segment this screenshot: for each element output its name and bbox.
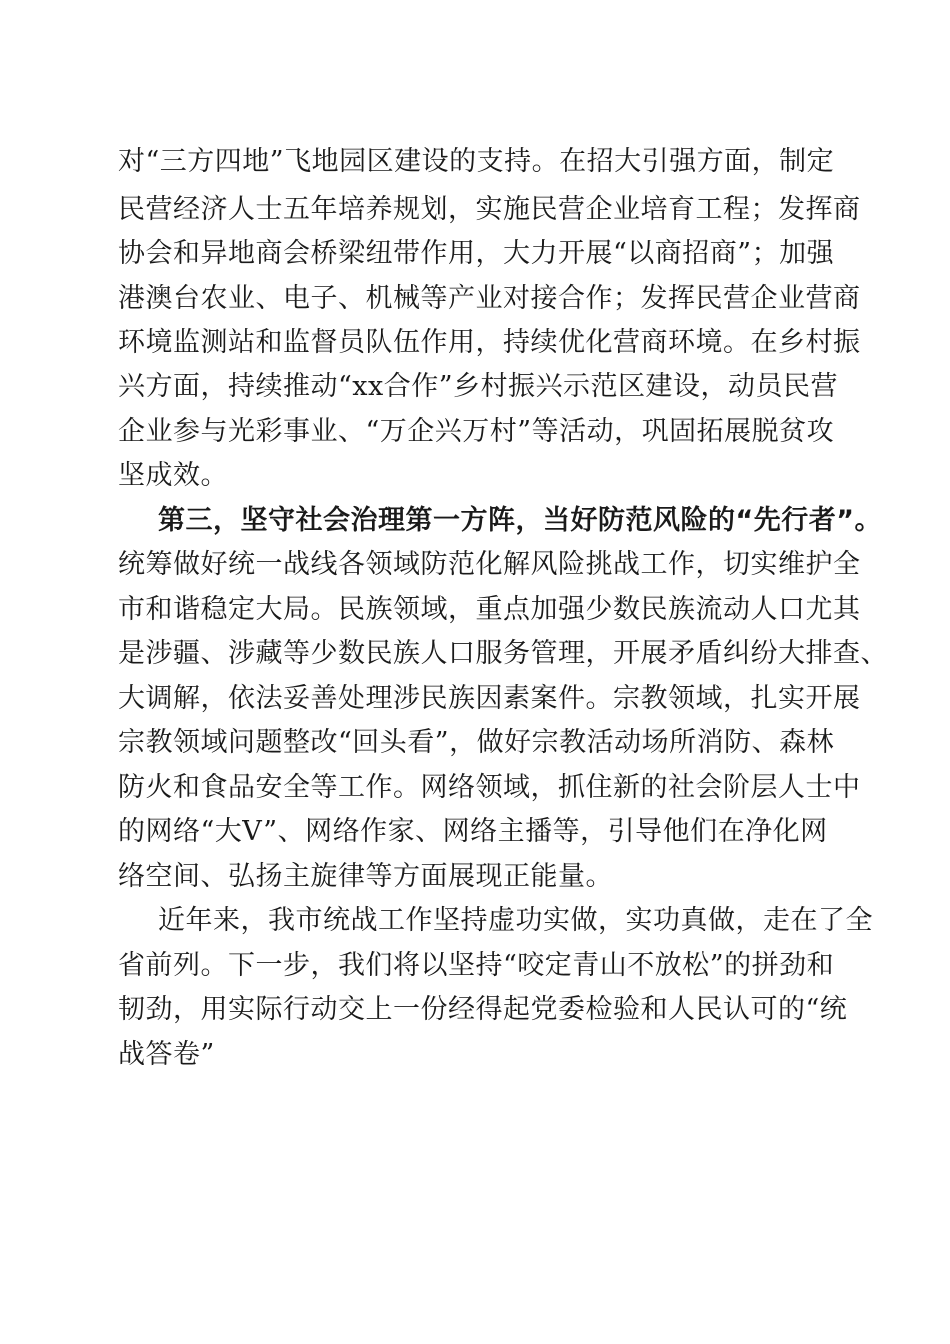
text-line: 战答卷” — [118, 1039, 215, 1070]
text-line: 坚成效。 — [118, 460, 228, 491]
text-line: 宗教领域问题整改“回头看”，做好宗教活动场所消防、森林 — [118, 727, 835, 758]
text-line: 企业参与光彩事业、“万企兴万村”等活动，巩固拓展脱贫攻 — [118, 416, 835, 447]
text-line: 大调解，依法妥善处理涉民族因素案件。宗教领域，扎实开展 — [118, 683, 861, 714]
text-line: 的网络“大V”、网络作家、网络主播等，引导他们在净化网 — [118, 816, 828, 847]
text-line: 协会和异地商会桥梁纽带作用，大力开展“以商招商”；加强 — [118, 238, 835, 269]
text-line: 对“三方四地”飞地园区建设的支持。在招大引强方面，制定 — [118, 146, 835, 177]
text-line: 兴方面，持续推动“xx合作”乡村振兴示范区建设，动员民营 — [118, 371, 839, 402]
text-line: 防火和食品安全等工作。网络领域，抓住新的社会阶层人士中 — [118, 772, 861, 803]
text-line: 环境监测站和监督员队伍作用，持续优化营商环境。在乡村振 — [118, 327, 861, 358]
text-line: 是涉疆、涉藏等少数民族人口服务管理，开展矛盾纠纷大排查、 — [118, 638, 888, 669]
section-heading: 第三，坚守社会治理第一方阵，当好防范风险的“先行者”。 — [158, 505, 882, 536]
text-line: 市和谐稳定大局。民族领域，重点加强少数民族流动人口尤其 — [118, 594, 861, 625]
text-line: 络空间、弘扬主旋律等方面展现正能量。 — [118, 861, 613, 892]
text-line: 统筹做好统一战线各领域防范化解风险挑战工作，切实维护全 — [118, 549, 861, 580]
text-line: 近年来，我市统战工作坚持虚功实做，实功真做，走在了全 — [158, 905, 873, 936]
text-line: 民营经济人士五年培养规划，实施民营企业培育工程；发挥商 — [118, 194, 861, 225]
text-line: 省前列。下一步，我们将以坚持“咬定青山不放松”的拼劲和 — [118, 950, 835, 981]
text-line: 港澳台农业、电子、机械等产业对接合作；发挥民营企业营商 — [118, 283, 861, 314]
text-line: 韧劲，用实际行动交上一份经得起党委检验和人民认可的“统 — [118, 994, 848, 1025]
